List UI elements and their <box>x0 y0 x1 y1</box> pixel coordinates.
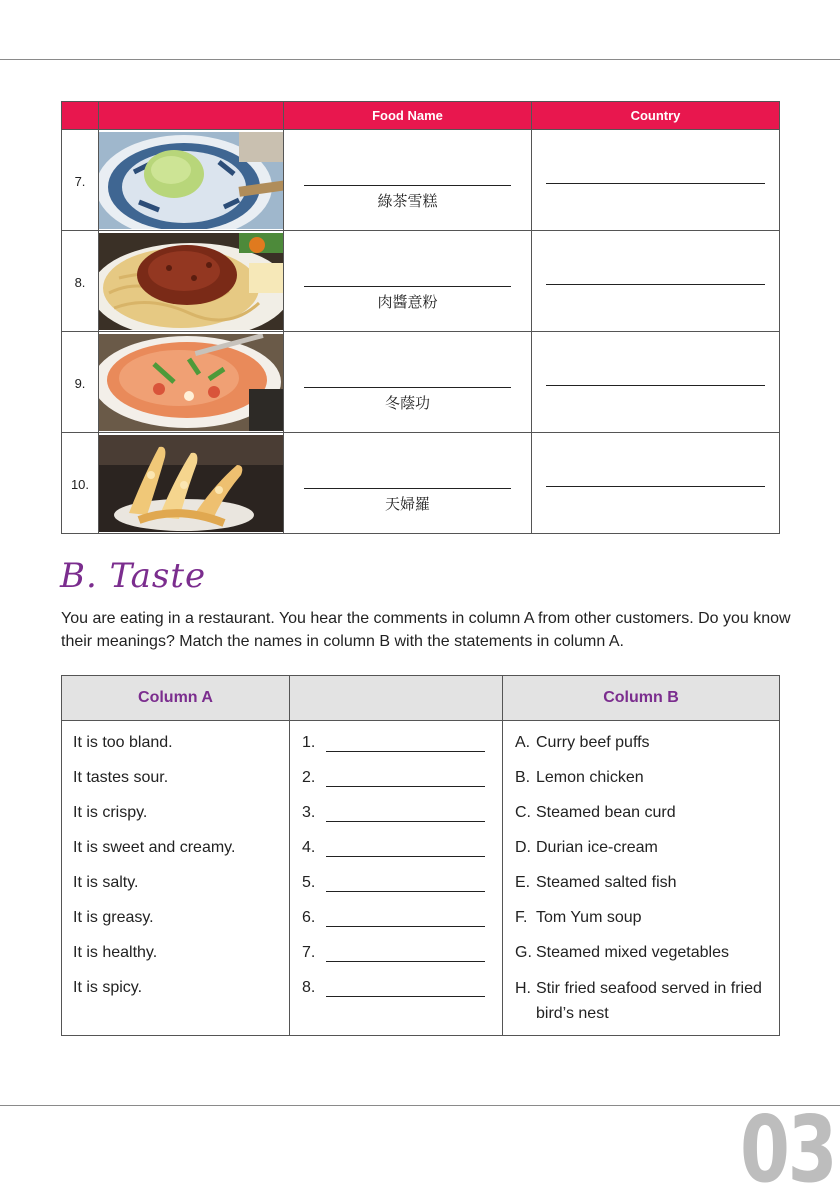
column-a-header: Column A <box>62 676 290 721</box>
food-table-header-row <box>62 102 780 130</box>
answer-number: 6. <box>302 909 316 926</box>
country-answer-line[interactable] <box>546 183 765 184</box>
header-photo <box>99 102 284 130</box>
answer-cell <box>290 721 503 1036</box>
tempura-photo <box>99 433 284 534</box>
column-a-cell <box>62 721 290 1036</box>
food-name-cell <box>284 130 532 231</box>
option-text: Stir fried seafood served in fried bird’s nest <box>536 980 762 1022</box>
column-b-header: Column B <box>503 676 780 721</box>
country-cell <box>532 231 780 332</box>
header-food-name: Food Name <box>284 102 532 130</box>
country-answer-line[interactable] <box>546 486 765 487</box>
table-row <box>62 332 780 433</box>
food-name-cell <box>284 433 532 534</box>
option-text: Curry beef puffs <box>536 734 650 751</box>
statement-item: It is salty. <box>73 874 139 891</box>
bottom-rule <box>0 1105 840 1106</box>
spaghetti-bolognese-photo <box>99 231 284 332</box>
option-text: Steamed mixed vegetables <box>536 944 729 961</box>
chinese-food-name: 天婦羅 <box>384 495 430 513</box>
statement-item: It is sweet and creamy. <box>73 839 236 856</box>
row-number: 10. <box>62 433 99 534</box>
food-table <box>61 101 780 534</box>
answer-column-header <box>290 676 503 721</box>
answer-number: 1. <box>302 734 316 751</box>
answer-line[interactable] <box>326 786 485 787</box>
section-title: B. Taste <box>60 556 207 596</box>
food-name-cell <box>284 332 532 433</box>
option-text: Steamed salted fish <box>536 874 677 891</box>
dish-option <box>503 731 779 766</box>
chinese-food-name: 綠茶雪糕 <box>377 192 438 210</box>
dish-option <box>503 906 779 941</box>
country-answer-line[interactable] <box>546 385 765 386</box>
chinese-food-name: 肉醬意粉 <box>377 293 438 311</box>
food-name-answer-line[interactable] <box>304 387 511 388</box>
answer-line[interactable] <box>326 821 485 822</box>
option-letter: G. <box>515 944 532 961</box>
matching-body-row <box>62 721 780 1036</box>
answer-number: 2. <box>302 769 316 786</box>
top-rule <box>0 59 840 60</box>
matching-table <box>61 675 780 1036</box>
food-name-answer-line[interactable] <box>304 286 511 287</box>
statement-item: It is too bland. <box>73 734 173 751</box>
option-text: Lemon chicken <box>536 769 644 786</box>
answer-line[interactable] <box>326 751 485 752</box>
statement-item: It is greasy. <box>73 909 154 926</box>
table-row <box>62 130 780 231</box>
header-country: Country <box>532 102 780 130</box>
answer-item <box>290 871 502 906</box>
statement-item: It is crispy. <box>73 804 148 821</box>
answer-item <box>290 976 502 1011</box>
answer-number: 3. <box>302 804 316 821</box>
dish-option <box>503 871 779 906</box>
option-text: Tom Yum soup <box>536 909 642 926</box>
food-name-answer-line[interactable] <box>304 488 511 489</box>
answer-line[interactable] <box>326 996 485 997</box>
column-b-cell <box>503 721 780 1036</box>
row-number: 7. <box>62 130 99 231</box>
country-cell <box>532 130 780 231</box>
answer-number: 8. <box>302 979 316 996</box>
option-text: Steamed bean curd <box>536 804 676 821</box>
table-row <box>62 433 780 534</box>
row-number: 9. <box>62 332 99 433</box>
statement-item: It tastes sour. <box>73 769 169 786</box>
answer-number: 4. <box>302 839 316 856</box>
answer-item <box>290 731 502 766</box>
dish-option <box>503 766 779 801</box>
option-letter: E. <box>515 874 531 891</box>
chinese-food-name: 冬蔭功 <box>384 394 430 412</box>
answer-line[interactable] <box>326 891 485 892</box>
page-number: 03 <box>740 1096 836 1203</box>
dish-option <box>503 836 779 871</box>
answer-item <box>290 906 502 941</box>
food-name-cell <box>284 231 532 332</box>
statement-item: It is spicy. <box>73 979 143 996</box>
option-text: Durian ice-cream <box>536 839 658 856</box>
option-letter: A. <box>515 734 531 751</box>
food-name-answer-line[interactable] <box>304 185 511 186</box>
answer-line[interactable] <box>326 961 485 962</box>
answer-item <box>290 836 502 871</box>
answer-line[interactable] <box>326 926 485 927</box>
option-letter: H. <box>515 980 531 997</box>
answer-item <box>290 941 502 976</box>
answer-number: 7. <box>302 944 316 961</box>
dish-option <box>503 801 779 836</box>
answer-item <box>290 801 502 836</box>
dish-option <box>503 976 779 1028</box>
answer-line[interactable] <box>326 856 485 857</box>
option-letter: C. <box>515 804 531 821</box>
answer-number: 5. <box>302 874 316 891</box>
table-row <box>62 231 780 332</box>
statement-item: It is healthy. <box>73 944 158 961</box>
option-letter: B. <box>515 769 531 786</box>
instructions-text: You are eating in a restaurant. You hear the comments in column A from other customers. Do you know their meanings? Match the names in column B with the statements in column A. <box>61 610 791 650</box>
row-number: 8. <box>62 231 99 332</box>
dish-option <box>503 941 779 976</box>
answer-item <box>290 766 502 801</box>
header-number <box>62 102 99 130</box>
country-cell <box>532 433 780 534</box>
country-cell <box>532 332 780 433</box>
country-answer-line[interactable] <box>546 284 765 285</box>
green-tea-ice-cream-photo <box>99 130 284 231</box>
option-letter: D. <box>515 839 531 856</box>
option-letter: F. <box>515 909 528 926</box>
matching-header-row <box>62 676 780 721</box>
tom-yum-soup-photo <box>99 332 284 433</box>
